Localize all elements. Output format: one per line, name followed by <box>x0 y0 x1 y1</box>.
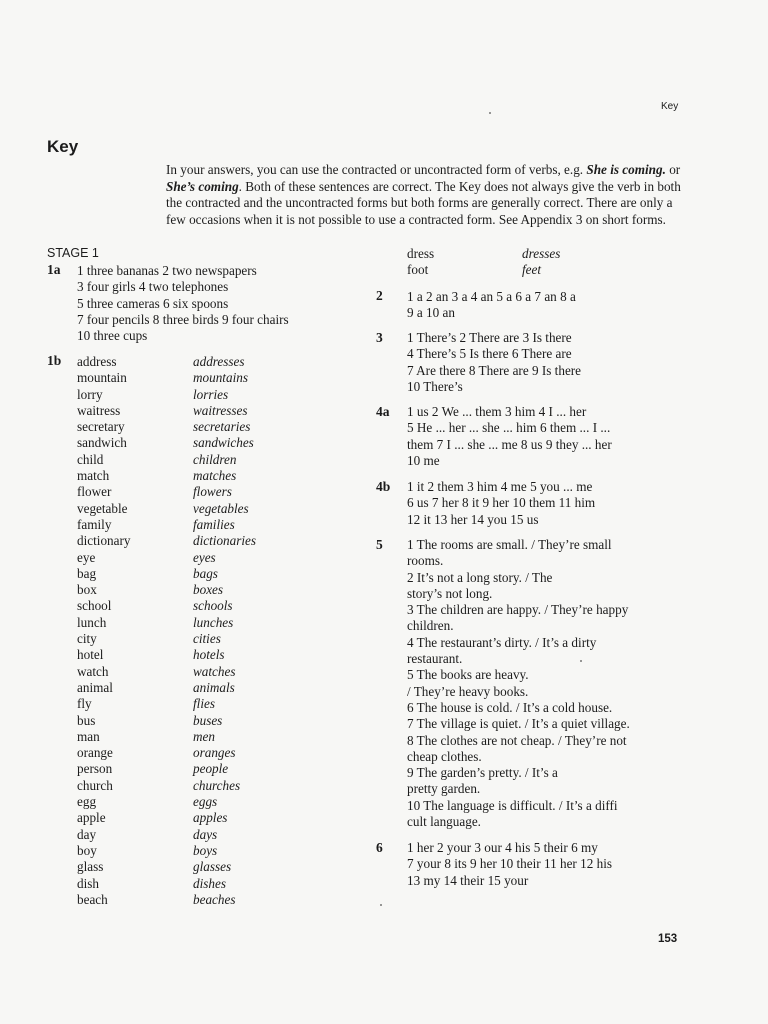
plural-noun: flowers <box>193 484 232 500</box>
singular-noun: beach <box>77 891 108 907</box>
plural-noun: sandwiches <box>193 435 254 451</box>
exercise-label-5: 5 <box>376 537 383 552</box>
plural-noun: waitresses <box>193 402 248 418</box>
answer-line: 5 He ... her ... she ... him 6 them ... I ... <box>407 420 611 436</box>
singular-noun: address <box>77 354 117 369</box>
plural-noun: dictionaries <box>193 533 257 549</box>
intro-example-2: She’s coming <box>166 178 239 194</box>
plural-noun: vegetables <box>193 500 249 516</box>
singular-noun: animal <box>77 679 113 695</box>
exercise-label-6: 6 <box>376 840 383 855</box>
noun-pair-row <box>77 794 256 810</box>
singular-noun: hotel <box>77 647 104 663</box>
answer-line: 3 four girls 4 two telephones <box>77 279 229 295</box>
noun-pair-row <box>77 517 256 533</box>
singular-noun: match <box>77 468 110 484</box>
noun-pair-row <box>77 876 256 892</box>
answer-line: cult language. <box>407 814 481 830</box>
answer-line: 1 three bananas 2 two newspapers <box>77 263 257 278</box>
singular-noun: flower <box>77 484 112 500</box>
plural-noun: cities <box>193 631 221 647</box>
noun-pair-row <box>77 598 256 614</box>
answer-line: 7 your 8 its 9 her 10 their 11 her 12 his <box>407 856 612 872</box>
plural-noun: lunches <box>193 614 234 630</box>
singular-noun: lunch <box>77 614 107 630</box>
plural-noun: bags <box>193 565 218 581</box>
plural-noun: glasses <box>193 859 232 875</box>
singular-noun: dictionary <box>77 533 131 549</box>
noun-pair-row <box>77 745 256 761</box>
noun-pair-row <box>77 452 256 468</box>
noun-pair-row <box>77 468 256 484</box>
answer-line: 9 The garden’s pretty. / It’s a <box>407 765 558 781</box>
answer-line: 6 The house is cold. / It’s a cold house. <box>407 699 613 715</box>
plural-noun: matches <box>193 468 237 484</box>
noun-pair-row <box>407 262 560 278</box>
noun-pair-row <box>77 631 256 647</box>
plural-noun: watches <box>193 663 236 679</box>
answer-line: 6 us 7 her 8 it 9 her 10 them 11 him <box>407 495 596 511</box>
answer-line: 13 my 14 their 15 your <box>407 872 529 888</box>
plural-noun: churches <box>193 777 241 793</box>
noun-pair-row <box>77 778 256 794</box>
plural-noun: children <box>193 451 237 467</box>
answer-line: / They’re heavy books. <box>407 683 529 699</box>
exercise-3-answers <box>407 330 581 395</box>
noun-pair-row <box>77 810 256 826</box>
plural-noun: oranges <box>193 745 236 761</box>
singular-noun: lorry <box>77 386 103 402</box>
answer-line: cheap clothes. <box>407 748 482 764</box>
answer-line: 3 The children are happy. / They’re happy <box>407 602 629 618</box>
plural-noun: addresses <box>193 354 245 369</box>
answer-line: rooms. <box>407 553 444 569</box>
plural-noun: animals <box>193 679 235 695</box>
noun-pair-row <box>77 435 256 451</box>
noun-pair-row <box>77 761 256 777</box>
singular-noun: bus <box>77 712 96 728</box>
plural-noun: secretaries <box>193 419 251 435</box>
answer-line: 1 The rooms are small. / They’re small <box>407 537 612 552</box>
intro-text-2: . Both of these sentences are correct. The Key does not always give the verb in both the contracted and the uncontracted forms but both forms are generally correct. There are only a few occasions when it is not possible to use a contracted form. See Appendix 3 on short forms. <box>166 178 681 227</box>
answer-line: 9 a 10 an <box>407 305 455 321</box>
exercise-6-answers <box>407 840 612 889</box>
singular-noun: orange <box>77 745 113 761</box>
exercise-label-4a: 4a <box>376 404 390 419</box>
plural-noun: feet <box>522 262 542 278</box>
answer-line: 10 me <box>407 452 440 468</box>
singular-noun: dress <box>407 246 435 261</box>
singular-noun: day <box>77 826 97 842</box>
noun-pair-row <box>77 713 256 729</box>
answer-line: 7 four pencils 8 three birds 9 four chairs <box>77 311 289 327</box>
answer-line: 1 There’s 2 There are 3 Is there <box>407 330 572 345</box>
plural-noun: families <box>193 516 235 532</box>
exercise-1a-answers <box>77 263 289 344</box>
singular-noun: church <box>77 777 113 793</box>
answer-line: 10 There’s <box>407 378 463 394</box>
answer-line: 4 There’s 5 Is there 6 There are <box>407 346 572 362</box>
answer-line: 10 three cups <box>77 328 148 344</box>
singular-noun: school <box>77 598 112 614</box>
exercise-label-4b: 4b <box>376 479 391 494</box>
plural-noun: dishes <box>193 875 226 891</box>
plural-noun: boxes <box>193 582 224 598</box>
answer-line: 1 a 2 an 3 a 4 an 5 a 6 a 7 an 8 a <box>407 289 576 304</box>
noun-pair-row <box>77 582 256 598</box>
answer-line: 1 it 2 them 3 him 4 me 5 you ... me <box>407 479 593 494</box>
answer-line: 2 It’s not a long story. / The <box>407 569 553 585</box>
plural-noun: men <box>193 728 215 744</box>
intro-paragraph <box>166 162 686 228</box>
singular-noun: dish <box>77 875 99 891</box>
plural-noun: flies <box>193 696 215 712</box>
exercise-4b-answers <box>407 479 595 528</box>
noun-pair-row <box>77 843 256 859</box>
noun-pair-row <box>77 680 256 696</box>
running-head: Key <box>661 101 679 112</box>
singular-noun: child <box>77 451 104 467</box>
intro-text-1: In your answers, you can use the contracted or uncontracted form of verbs, e.g. <box>166 162 584 177</box>
noun-pair-row <box>77 647 256 663</box>
scan-speck <box>580 660 582 662</box>
singular-noun: family <box>77 516 112 532</box>
noun-pair-row <box>77 403 256 419</box>
plural-noun: apples <box>193 810 228 826</box>
singular-noun: fly <box>77 696 92 712</box>
answer-line: 5 three cameras 6 six spoons <box>77 295 229 311</box>
exercise-label-3: 3 <box>376 330 383 345</box>
exercise-label-1a: 1a <box>47 262 61 277</box>
answer-line: 4 The restaurant’s dirty. / It’s a dirty <box>407 634 597 650</box>
answer-line: story’s not long. <box>407 585 493 601</box>
answer-line: 10 The language is difficult. / It’s a diffi <box>407 797 618 813</box>
plural-noun: hotels <box>193 647 225 663</box>
noun-pair-row <box>77 533 256 549</box>
noun-pair-row <box>77 696 256 712</box>
answer-line: 5 The books are heavy. <box>407 667 529 683</box>
exercise-2-answers <box>407 289 576 322</box>
answer-line: children. <box>407 618 454 634</box>
plural-noun: eggs <box>193 794 218 810</box>
singular-noun: person <box>77 761 113 777</box>
plural-noun: schools <box>193 598 233 614</box>
noun-pair-row <box>407 246 560 262</box>
noun-pair-row <box>77 550 256 566</box>
plural-noun: mountains <box>193 370 248 386</box>
plural-noun: people <box>193 761 229 777</box>
noun-pair-row <box>77 566 256 582</box>
singular-noun: egg <box>77 794 97 810</box>
plural-noun: dresses <box>522 246 561 261</box>
answer-line: 8 The clothes are not cheap. / They’re not <box>407 732 627 748</box>
noun-pair-row <box>77 859 256 875</box>
noun-pair-row <box>77 664 256 680</box>
noun-pair-row <box>77 827 256 843</box>
plural-noun: beaches <box>193 891 236 907</box>
answer-line: 12 it 13 her 14 you 15 us <box>407 511 539 527</box>
singular-noun: mountain <box>77 370 127 386</box>
intro-example-1: She is coming. <box>586 162 666 177</box>
answer-line: pretty garden. <box>407 781 481 797</box>
noun-pair-row <box>77 419 256 435</box>
exercise-4a-answers <box>407 404 612 469</box>
exercise-1b-answers <box>77 354 256 908</box>
noun-pair-row <box>77 354 256 370</box>
singular-noun: eye <box>77 549 96 565</box>
noun-pair-row <box>77 484 256 500</box>
singular-noun: bag <box>77 565 97 581</box>
plural-noun: eyes <box>193 549 216 565</box>
plural-noun: days <box>193 826 218 842</box>
singular-noun: foot <box>407 262 429 278</box>
singular-noun: apple <box>77 810 106 826</box>
noun-pair-row <box>77 615 256 631</box>
plural-noun: boys <box>193 842 218 858</box>
stage-heading: STAGE 1 <box>47 246 99 260</box>
answer-line: 7 Are there 8 There are 9 Is there <box>407 362 582 378</box>
exercise-label-1b: 1b <box>47 353 62 368</box>
noun-pair-row <box>77 729 256 745</box>
noun-pair-row <box>77 501 256 517</box>
singular-noun: boy <box>77 842 97 858</box>
singular-noun: glass <box>77 859 104 875</box>
exercise-label-2: 2 <box>376 288 383 303</box>
exercise-5-answers <box>407 537 630 830</box>
noun-pair-row <box>77 370 256 386</box>
exercise-1b-continued <box>407 246 560 279</box>
plural-noun: buses <box>193 712 223 728</box>
noun-pair-row <box>77 387 256 403</box>
singular-noun: box <box>77 582 97 598</box>
noun-pair-row <box>77 892 256 908</box>
page-number: 153 <box>658 933 678 945</box>
plural-noun: lorries <box>193 386 229 402</box>
singular-noun: man <box>77 728 100 744</box>
answer-line: 1 us 2 We ... them 3 him 4 I ... her <box>407 404 587 419</box>
singular-noun: watch <box>77 663 109 679</box>
intro-or: or <box>665 162 681 177</box>
scan-speck <box>489 112 491 114</box>
answer-line: restaurant. <box>407 651 463 667</box>
singular-noun: secretary <box>77 419 125 435</box>
singular-noun: waitress <box>77 402 121 418</box>
singular-noun: city <box>77 631 97 647</box>
singular-noun: vegetable <box>77 500 128 516</box>
scan-speck <box>380 904 382 906</box>
answer-line: them 7 I ... she ... me 8 us 9 they ... her <box>407 436 612 452</box>
singular-noun: sandwich <box>77 435 127 451</box>
answer-line: 1 her 2 your 3 our 4 his 5 their 6 my <box>407 840 598 855</box>
page-title: Key <box>47 137 79 156</box>
answer-line: 7 The village is quiet. / It’s a quiet village. <box>407 716 630 732</box>
